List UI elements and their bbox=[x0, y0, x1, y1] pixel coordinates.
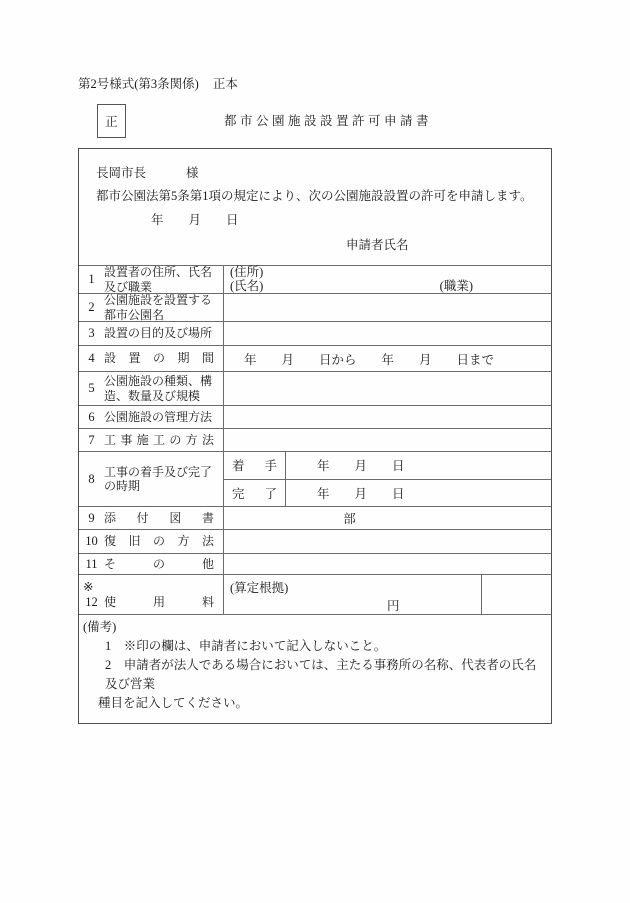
usage-fee-field bbox=[224, 575, 481, 614]
row-number: 5 bbox=[88, 381, 95, 395]
remark-item-2-continued: 種目を記入してください。 bbox=[98, 696, 249, 710]
installer-info-field bbox=[223, 266, 551, 293]
row-number: 7 bbox=[88, 432, 95, 447]
row-label: 復旧の方法 bbox=[104, 534, 214, 549]
row-label: 使用料 bbox=[104, 594, 214, 609]
row-label: その他 bbox=[104, 556, 214, 571]
row-installation-period bbox=[79, 345, 551, 371]
copy-stamp-box bbox=[97, 104, 126, 138]
copy-type-label: 正本 bbox=[212, 77, 238, 91]
form-header-block bbox=[79, 149, 551, 265]
remarks-section bbox=[79, 614, 551, 723]
row-number: 2 bbox=[88, 300, 95, 314]
application-form-table bbox=[78, 148, 552, 724]
copy-stamp-label: 正 bbox=[105, 115, 118, 129]
construction-start-row bbox=[224, 452, 551, 479]
row-attached-documents bbox=[79, 506, 551, 529]
remark-item-1: 1 ※印の欄は、申請者において記入しないこと。 bbox=[105, 639, 387, 653]
row-number: 12 bbox=[85, 594, 98, 609]
application-statement: 都市公園法第5条第1項の規定により、次の公園施設設置の許可を申請します。 bbox=[96, 189, 533, 203]
row-label: 工事施工の方法 bbox=[104, 432, 214, 447]
construction-completion-row bbox=[224, 479, 551, 507]
row-usage-fee bbox=[79, 574, 551, 614]
recipient-name: 長岡市長 bbox=[96, 166, 147, 180]
row-other bbox=[79, 553, 551, 574]
row-label: 設置の期間 bbox=[104, 351, 214, 366]
row-number: 10 bbox=[85, 534, 98, 548]
row-number: 11 bbox=[85, 556, 98, 571]
form-id-line bbox=[78, 74, 238, 92]
row-purpose-location bbox=[79, 321, 551, 345]
row-label: 設置者の住所、氏名及び職業 bbox=[104, 265, 213, 294]
row-label: 公園施設を設置する都市公園名 bbox=[104, 293, 213, 322]
start-date-field bbox=[285, 452, 551, 479]
row-facility-details bbox=[79, 371, 551, 405]
start-date-template: 年 月 日 bbox=[317, 459, 405, 474]
row-label: 工事の着手及び完了の時期 bbox=[104, 464, 213, 493]
row-park-name bbox=[79, 293, 551, 321]
facility-details-field bbox=[223, 372, 551, 405]
honorific-label: 様 bbox=[186, 166, 199, 180]
row-number: 9 bbox=[88, 510, 95, 525]
park-name-field bbox=[223, 294, 551, 321]
office-use-cell bbox=[481, 575, 551, 614]
name-label: (氏名) bbox=[230, 278, 264, 293]
form-number-label: 第2号様式(第3条関係) bbox=[78, 77, 199, 91]
completion-label: 完了 bbox=[232, 486, 277, 501]
date-line: 年 月 日 bbox=[151, 213, 239, 227]
start-label: 着手 bbox=[232, 459, 277, 474]
remark-item-2: 2 申請者が法人である場合においては、主たる事務所の名称、代表者の氏名及び営業 bbox=[105, 658, 537, 691]
row-construction-schedule bbox=[79, 451, 551, 506]
completion-date-field bbox=[285, 480, 551, 507]
applicant-name-label: 申請者氏名 bbox=[346, 238, 409, 252]
installation-period-field bbox=[223, 346, 551, 371]
row-construction-method bbox=[79, 428, 551, 451]
other-field bbox=[223, 554, 551, 574]
staff-only-mark: ※ bbox=[83, 579, 94, 594]
row-number: 3 bbox=[88, 326, 95, 340]
restoration-method-field bbox=[223, 530, 551, 553]
construction-method-field bbox=[223, 429, 551, 451]
attached-documents-field bbox=[223, 507, 551, 529]
row-management-method bbox=[79, 405, 551, 428]
row-number: 8 bbox=[88, 471, 95, 486]
completion-date-template: 年 月 日 bbox=[317, 486, 405, 501]
period-date-template: 年 月 日から 年 月 日まで bbox=[244, 352, 495, 367]
row-number: 1 bbox=[88, 272, 95, 286]
purpose-location-field bbox=[223, 322, 551, 345]
row-number: 4 bbox=[88, 351, 95, 365]
calculation-basis-label: (算定根拠) bbox=[230, 581, 289, 595]
row-label: 設置の目的及び場所 bbox=[104, 326, 213, 341]
recipient-line bbox=[96, 163, 199, 181]
row-label: 公園施設の管理方法 bbox=[104, 409, 213, 424]
management-method-field bbox=[223, 406, 551, 428]
yen-label: 円 bbox=[387, 599, 400, 613]
row-number: 6 bbox=[88, 409, 95, 424]
row-label: 公園施設の種類、構造、数量及び規模 bbox=[104, 374, 213, 403]
row-installer-info bbox=[79, 265, 551, 293]
row-restoration-method bbox=[79, 529, 551, 553]
remarks-title: (備考) bbox=[83, 620, 117, 634]
row-label: 添付図書 bbox=[104, 510, 214, 525]
copies-label: 部 bbox=[343, 512, 356, 526]
document-title: 都市公園施設設置許可申請書 bbox=[224, 114, 433, 128]
occupation-label: (職業) bbox=[439, 278, 473, 293]
address-label: (住所) bbox=[230, 265, 264, 279]
